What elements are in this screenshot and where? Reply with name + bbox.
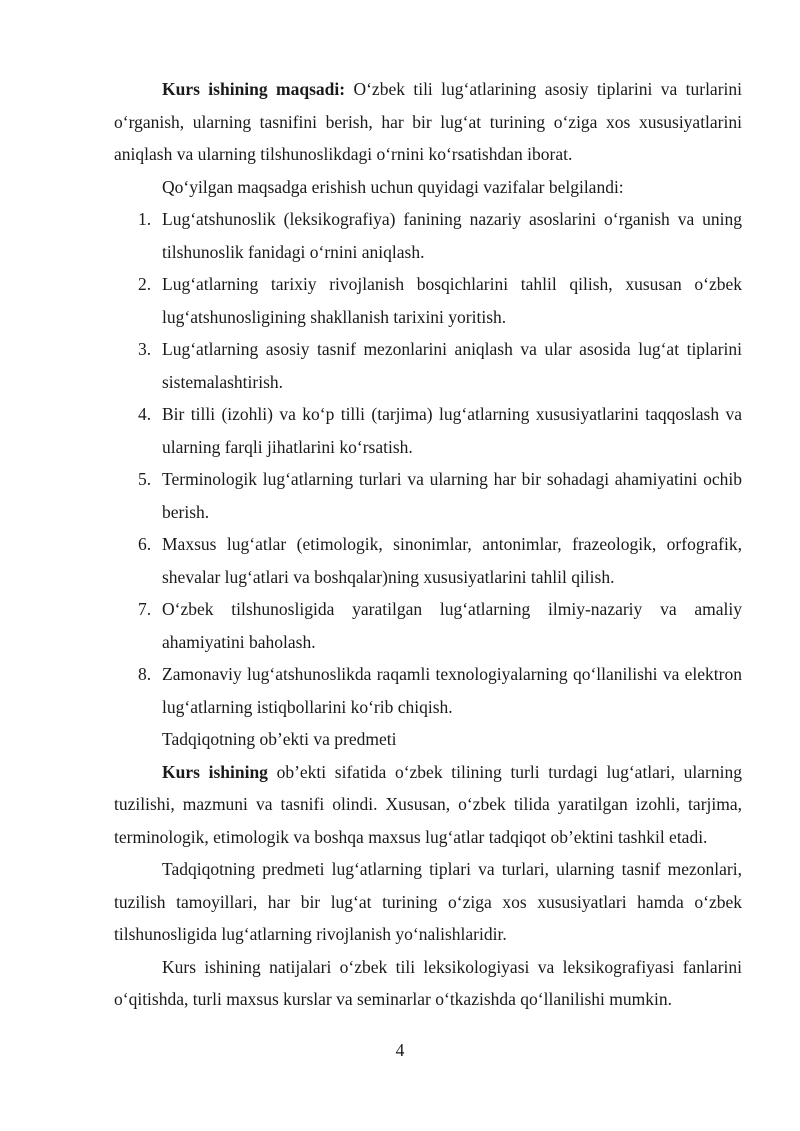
- list-item-number: 1.: [138, 209, 152, 229]
- list-item-number: 2.: [138, 274, 152, 294]
- list-item: [114, 463, 742, 528]
- list-item-text: Lug‘atlarning tarixiy rivojlanish bosqichlarini tahlil qilish, xususan o‘zbek lug‘atshunosligining shakllanish tarixini yoritish.: [162, 274, 742, 327]
- list-item: [114, 203, 742, 268]
- list-item-text: Bir tilli (izohli) va ko‘p tilli (tarjima) lug‘atlarning xususiyatlarini taqqoslash va ularning farqli jihatlarini ko‘rsatish.: [162, 404, 742, 457]
- goal-text: O‘zbek tili lug‘atlarining asosiy tiplarini va turlarini o‘rganish, ularning tasnifini berish, har bir lug‘at turining o‘ziga xos xususiyatlarini aniqlash va ularning tilshunoslikdagi o‘rnini ko‘rsatishdan iborat.: [114, 79, 742, 164]
- results-paragraph: Kurs ishining natijalari o‘zbek tili leksikologiyasi va leksikografiyasi fanlarini o‘qitishda, turli maxsus kurslar va seminarlar o‘tkazishda qo‘llanilishi mumkin.: [114, 956, 742, 1009]
- object-paragraph: [114, 756, 742, 854]
- list-item-text: Terminologik lug‘atlarning turlari va ularning har bir sohadagi ahamiyatini ochib berish.: [162, 469, 742, 522]
- goal-label: Kurs ishining maqsadi:: [162, 79, 346, 99]
- list-item: [114, 658, 742, 723]
- list-item-text: Maxsus lug‘atlar (etimologik, sinonimlar, antonimlar, frazeologik, orfografik, shevalar lug‘atlari va boshqalar)ning xususiyatlarini tahlil qilish.: [162, 534, 742, 587]
- list-item-number: 7.: [138, 599, 152, 619]
- object-heading: Tadqiqotning ob’ekti va predmeti: [162, 729, 397, 749]
- list-item-text: Zamonaviy lug‘atshunoslikda raqamli texnologiyalarning qo‘llanilishi va elektron lug‘atlarning istiqbollarini ko‘rib chiqish.: [162, 664, 742, 717]
- page-content: [114, 73, 742, 1016]
- list-item-number: 6.: [138, 534, 152, 554]
- list-item-number: 3.: [138, 339, 152, 359]
- tasks-intro: Qo‘yilgan maqsadga erishish uchun quyidagi vazifalar belgilandi:: [162, 176, 624, 197]
- object-label: Kurs ishining: [162, 761, 268, 782]
- goal-paragraph: [114, 73, 742, 171]
- page-number: 4: [395, 1040, 405, 1060]
- list-item-number: 4.: [138, 404, 152, 424]
- list-item-text: O‘zbek tilshunosligida yaratilgan lug‘atlarning ilmiy-nazariy va amaliy ahamiyatini baholash.: [162, 599, 742, 652]
- list-item-text: Lug‘atshunoslik (leksikografiya) fanining nazariy asoslarini o‘rganish va uning tilshunoslik fanidagi o‘rnini aniqlash.: [162, 209, 742, 262]
- object-text: ob’ekti sifatida o‘zbek tilining turli turdagi lug‘atlari, ularning tuzilishi, mazmuni va tasnifi olindi. Xususan, o‘zbek tilida yaratilgan izohli, tarjima, terminologik, etimologik va boshqa maxsus lug‘atlar tadqiqot ob’ektini tashkil etadi.: [114, 761, 742, 847]
- list-item-text: Lug‘atlarning asosiy tasnif mezonlarini aniqlash va ular asosida lug‘at tiplarini sistemalashtirish.: [162, 339, 742, 392]
- tasks-list: [114, 203, 742, 723]
- list-item-number: 5.: [138, 469, 152, 489]
- list-item: [114, 528, 742, 593]
- list-item: [114, 593, 742, 658]
- subject-paragraph: Tadqiqotning predmeti lug‘atlarning tiplari va turlari, ularning tasnif mezonlari, tuzilish tamoyillari, har bir lug‘at turining o‘ziga xos xususiyatlari hamda o‘zbek tilshunosligida lug‘atlarning rivojlanish yo‘nalishlaridir.: [114, 859, 742, 944]
- list-item: [114, 268, 742, 333]
- list-item: [114, 398, 742, 463]
- list-item: [114, 333, 742, 398]
- list-item-number: 8.: [138, 664, 152, 684]
